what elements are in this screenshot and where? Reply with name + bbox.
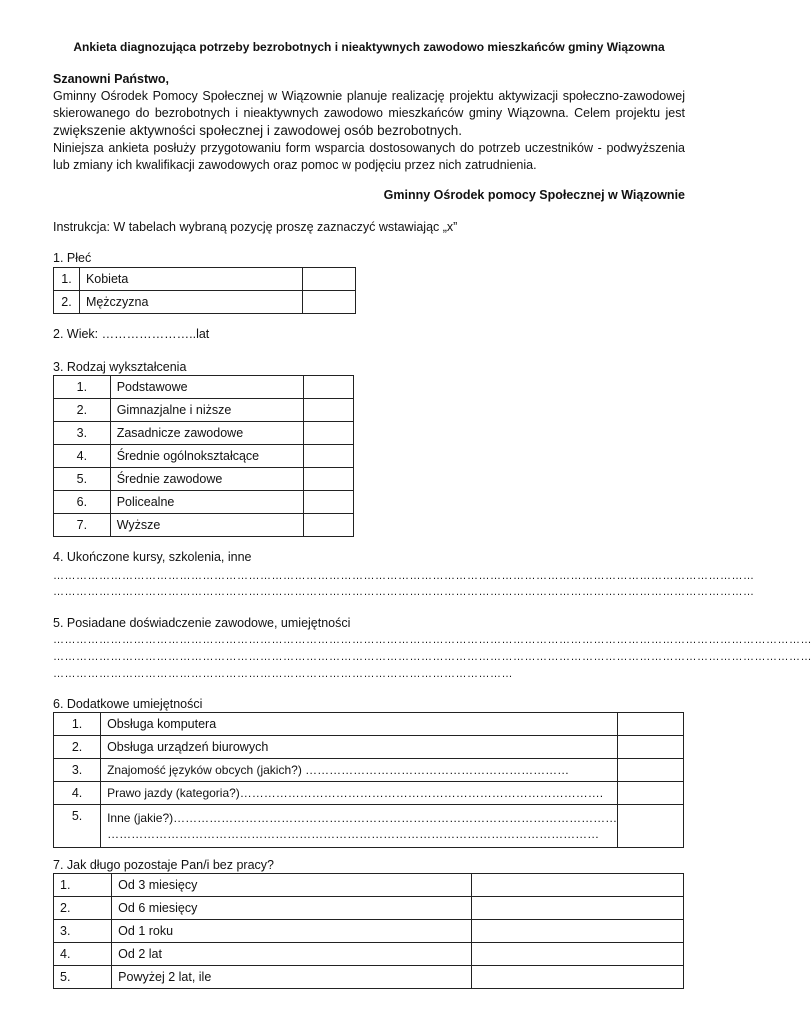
q6-label: 6. Dodatkowe umiejętności [53, 697, 203, 711]
table-row [54, 943, 684, 966]
answer-cell[interactable] [472, 874, 684, 897]
option-label: Średnie zawodowe [110, 468, 304, 491]
q7-table [53, 873, 684, 989]
option-label: Podstawowe [110, 376, 304, 399]
table-row [54, 376, 354, 399]
signature: Gminny Ośrodek pomocy Społecznej w Wiązownie [383, 188, 685, 202]
row-number: 4. [54, 445, 111, 468]
answer-cell[interactable] [304, 422, 354, 445]
option-label: Gimnazjalne i niższe [110, 399, 304, 422]
option-label: Obsługa komputera [101, 713, 618, 736]
row-number: 5. [54, 966, 112, 989]
answer-cell[interactable] [304, 376, 354, 399]
row-number: 5. [54, 468, 111, 491]
table-row [54, 399, 354, 422]
table-row [54, 966, 684, 989]
table-row [54, 759, 684, 782]
row-number: 2. [54, 736, 101, 759]
q3-table [53, 375, 354, 537]
answer-cell[interactable] [303, 291, 356, 314]
row-number: 3. [54, 422, 111, 445]
answer-cell[interactable] [618, 805, 684, 848]
q5-answer-line-2[interactable]: ……………………………………………………………………………………………………………………………………………………………………………… [53, 651, 812, 663]
answer-cell[interactable] [618, 782, 684, 805]
table-row [54, 874, 684, 897]
table-row [54, 268, 356, 291]
table-row [54, 514, 354, 537]
row-number: 1. [54, 268, 80, 291]
answer-cell[interactable] [618, 759, 684, 782]
row-number: 2. [54, 399, 111, 422]
q4-label: 4. Ukończone kursy, szkolenia, inne [53, 550, 252, 564]
table-row [54, 445, 354, 468]
row-number: 6. [54, 491, 111, 514]
q1-table [53, 267, 356, 314]
q5-answer-line-3[interactable]: ………………………………………………………………………………………………………… [53, 668, 513, 680]
table-row [54, 422, 354, 445]
answer-cell[interactable] [304, 514, 354, 537]
option-label: Od 2 lat [112, 943, 472, 966]
option-label: Znajomość języków obcych (jakich?) ………………………………………………………… [101, 759, 618, 782]
table-row [54, 713, 684, 736]
answer-cell[interactable] [304, 445, 354, 468]
table-row [54, 897, 684, 920]
option-label: Od 1 roku [112, 920, 472, 943]
greeting: Szanowni Państwo, [53, 72, 169, 86]
q3-label: 3. Rodzaj wykształcenia [53, 360, 187, 374]
option-label: Obsługa urządzeń biurowych [101, 736, 618, 759]
q2-age-field[interactable]: 2. Wiek: …………………..lat [53, 327, 210, 341]
table-row [54, 736, 684, 759]
answer-cell[interactable] [472, 943, 684, 966]
row-number: 4. [54, 782, 101, 805]
answer-cell[interactable] [472, 897, 684, 920]
option-label: Mężczyzna [79, 291, 302, 314]
option-label: Od 6 miesięcy [112, 897, 472, 920]
option-label: Inne (jakie?)………………………………………………………………………………………………… [107, 811, 618, 825]
table-row [54, 920, 684, 943]
option-continuation[interactable]: …………………………………………………………………………………………………………… [107, 827, 600, 841]
q7-label: 7. Jak długo pozostaje Pan/i bez pracy? [53, 858, 274, 872]
answer-cell[interactable] [618, 713, 684, 736]
q1-label: 1. Płeć [53, 251, 92, 265]
q5-label: 5. Posiadane doświadczenie zawodowe, umiejętności [53, 616, 351, 630]
table-row [54, 291, 356, 314]
row-number: 4. [54, 943, 112, 966]
q5-answer-line-1[interactable]: ……………………………………………………………………………………………………………………………………………………………………………… [53, 634, 812, 646]
table-row [54, 782, 684, 805]
answer-cell[interactable] [304, 399, 354, 422]
row-number: 1. [54, 713, 101, 736]
row-number: 7. [54, 514, 111, 537]
row-number: 5. [54, 805, 101, 848]
q4-answer-line-1[interactable]: ………………………………………………………………………………………………………………………………………………………………… [53, 570, 755, 582]
option-label: Wyższe [110, 514, 304, 537]
answer-cell[interactable] [304, 468, 354, 491]
answer-cell[interactable] [618, 736, 684, 759]
answer-cell[interactable] [472, 920, 684, 943]
row-number: 2. [54, 897, 112, 920]
intro-paragraph-2: Niniejsza ankieta posłuży przygotowaniu form wsparcia dostosowanych do potrzeb uczestników - podwyższenia lub zmiany ich kwalifikacji zawodowych oraz pomoc w podjęciu przez nich zatrudnienia. [53, 141, 685, 172]
table-row [54, 491, 354, 514]
intro-paragraph-1: Gminny Ośrodek Pomocy Społecznej w Wiązownie planuje realizację projektu aktywizacji społeczno-zawodowej skierowanego do bezrobotnych i nieaktywnych zawodowo mieszkańców gminy Wiązowna. Celem projektu jest [53, 89, 685, 120]
option-label: Powyżej 2 lat, ile [112, 966, 472, 989]
intro-text [53, 88, 685, 174]
option-label: Policealne [110, 491, 304, 514]
survey-title: Ankieta diagnozująca potrzeby bezrobotnych i nieaktywnych zawodowo mieszkańców gminy Wiązowna [73, 40, 665, 54]
row-number: 2. [54, 291, 80, 314]
row-number: 3. [54, 920, 112, 943]
answer-cell[interactable] [472, 966, 684, 989]
table-row [54, 805, 684, 848]
instruction: Instrukcja: W tabelach wybraną pozycję proszę zaznaczyć wstawiając „x” [53, 220, 458, 234]
option-label: Zasadnicze zawodowe [110, 422, 304, 445]
row-number: 1. [54, 874, 112, 897]
option-label: Prawo jazdy (kategoria?)………………………………………………………………………………. [101, 782, 618, 805]
q6-table [53, 712, 684, 848]
answer-cell[interactable] [304, 491, 354, 514]
option-label: Średnie ogólnokształcące [110, 445, 304, 468]
option-label: Od 3 miesięcy [112, 874, 472, 897]
row-number: 3. [54, 759, 101, 782]
table-row [54, 468, 354, 491]
row-number: 1. [54, 376, 111, 399]
q4-answer-line-2[interactable]: ………………………………………………………………………………………………………………………………………………………………… [53, 586, 755, 598]
option-cell [101, 805, 618, 848]
intro-paragraph-1-goal: zwiększenie aktywności społecznej i zawodowej osób bezrobotnych. [53, 123, 462, 138]
option-label: Kobieta [79, 268, 302, 291]
answer-cell[interactable] [303, 268, 356, 291]
